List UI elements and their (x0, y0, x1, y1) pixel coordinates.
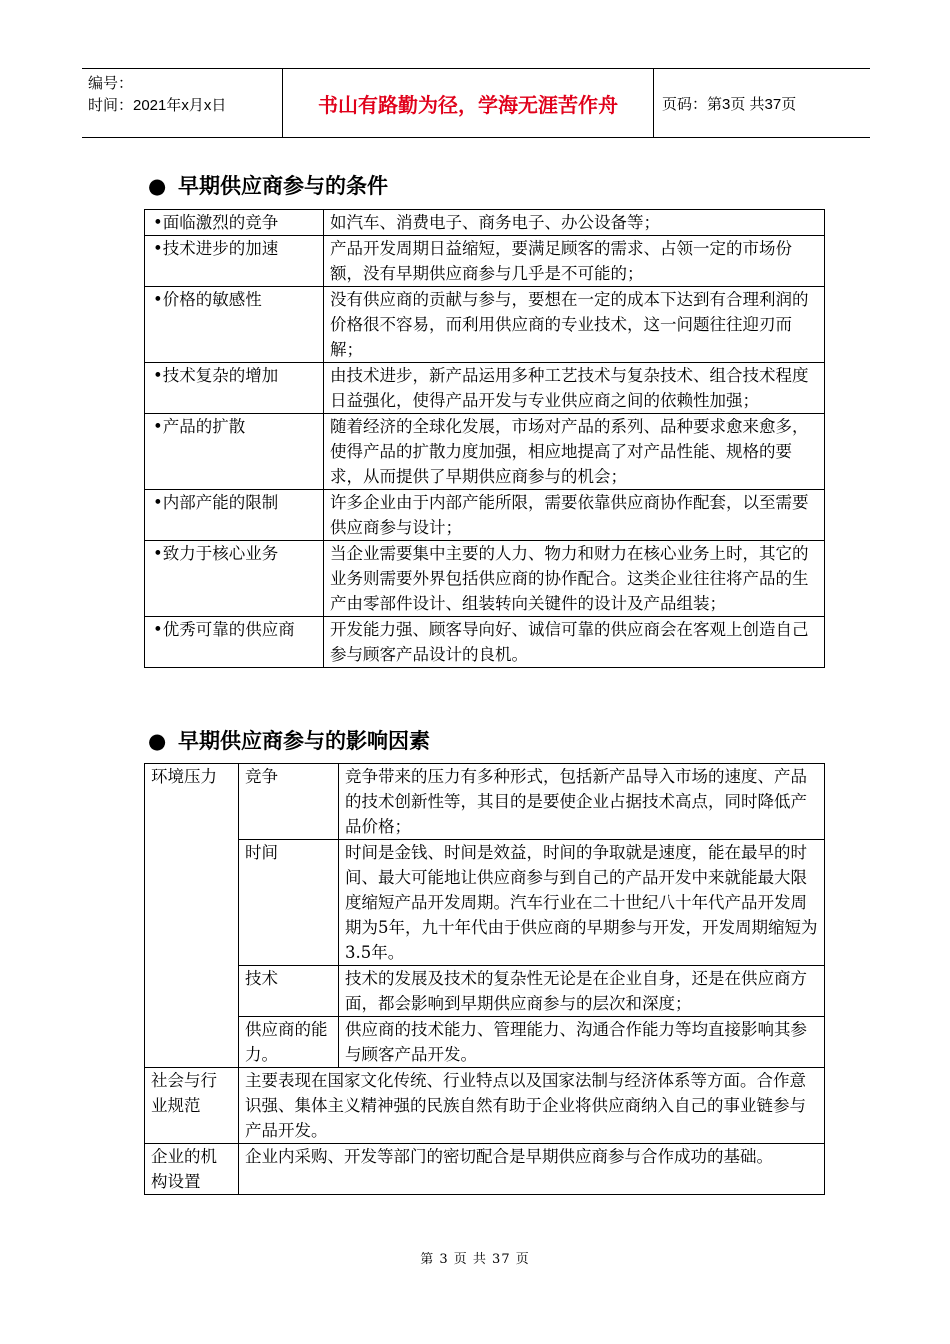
factor-label: 供应商的能力。 (239, 1017, 339, 1068)
factors-table (144, 763, 825, 1195)
page-header (82, 68, 870, 138)
condition-text: 许多企业由于内部产能所限，需要依靠供应商协作配套，以至需要供应商参与设计； (324, 490, 825, 541)
factor-label: 时间 (239, 840, 339, 966)
factor-text: 企业内采购、开发等部门的密切配合是早期供应商参与合作成功的基础。 (239, 1144, 825, 1195)
factor-text: 主要表现在国家文化传统、行业特点以及国家法制与经济体系等方面。合作意识强、集体主义精神强的民族自然有助于企业将供应商纳入自己的事业链参与产品开发。 (239, 1068, 825, 1144)
section-title-text: 早期供应商参与的条件 (178, 174, 388, 198)
factor-text: 技术的发展及技术的复杂性无论是在企业自身，还是在供应商方面，都会影响到早期供应商参与的层次和深度； (339, 966, 825, 1017)
table-row (145, 210, 825, 236)
condition-label: •技术复杂的增加 (145, 363, 324, 414)
section-title-conditions (148, 170, 388, 200)
factor-label: 技术 (239, 966, 339, 1017)
table-row (145, 966, 825, 1017)
condition-text: 开发能力强、顾客导向好、诚信可靠的供应商会在客观上创造自己参与顾客产品设计的良机。 (324, 617, 825, 668)
condition-label: •面临激烈的竞争 (145, 210, 324, 236)
document-date: 时间：2021年x月x日 (88, 97, 227, 114)
table-row (145, 490, 825, 541)
factor-group-label: 企业的机构设置 (145, 1144, 239, 1195)
condition-label: •技术进步的加速 (145, 236, 324, 287)
factor-text: 竞争带来的压力有多种形式，包括新产品导入市场的速度、产品的技术创新性等，其目的是要使企业占据技术高点，同时降低产品价格； (339, 764, 825, 840)
condition-text: 如汽车、消费电子、商务电子、办公设备等； (324, 210, 825, 236)
condition-text: 产品开发周期日益缩短，要满足顾客的需求、占领一定的市场份额，没有早期供应商参与几乎是不可能的； (324, 236, 825, 287)
document-number-label: 编号： (88, 75, 134, 92)
condition-text: 随着经济的全球化发展，市场对产品的系列、品种要求愈来愈多，使得产品的扩散力度加强，相应地提高了对产品性能、规格的要求，从而提供了早期供应商参与的机会； (324, 414, 825, 490)
condition-text: 由技术进步，新产品运用多种工艺技术与复杂技术、组合技术程度日益强化，使得产品开发与专业供应商之间的依赖性加强； (324, 363, 825, 414)
conditions-table (144, 209, 825, 668)
table-row (145, 1144, 825, 1195)
factor-text: 时间是金钱、时间是效益，时间的争取就是速度，能在最早的时间、最大可能地让供应商参与到自己的产品开发中来就能最大限度缩短产品开发周期。汽车行业在二十世纪八十年代产品开发周期为5年，九十年代由于供应商的早期参与开发，开发周期缩短为3.5年。 (339, 840, 825, 966)
bullet-icon: ● (148, 729, 167, 753)
table-row (145, 287, 825, 363)
section-title-factors (148, 725, 430, 755)
condition-label: •优秀可靠的供应商 (145, 617, 324, 668)
table-row (145, 764, 825, 840)
bullet-icon: ● (148, 174, 167, 198)
condition-label: •价格的敏感性 (145, 287, 324, 363)
factor-label: 竞争 (239, 764, 339, 840)
table-row (145, 617, 825, 668)
table-row (145, 1068, 825, 1144)
table-row (145, 840, 825, 966)
condition-text: 没有供应商的贡献与参与，要想在一定的成本下达到有合理利润的价格很不容易，而利用供应商的专业技术，这一问题往往迎刃而解； (324, 287, 825, 363)
condition-label: •致力于核心业务 (145, 541, 324, 617)
table-row (145, 236, 825, 287)
table-row (145, 1017, 825, 1068)
factor-group-label: 社会与行业规范 (145, 1068, 239, 1144)
header-page-info: 页码：第3页 共37页 (662, 96, 797, 113)
section-title-text: 早期供应商参与的影响因素 (178, 729, 430, 753)
condition-label: •产品的扩散 (145, 414, 324, 490)
factor-group-label: 环境压力 (145, 764, 239, 1068)
factor-text: 供应商的技术能力、管理能力、沟通合作能力等均直接影响其参与顾客产品开发。 (339, 1017, 825, 1068)
page-footer: 第 3 页 共 37 页 (420, 1252, 530, 1267)
table-row (145, 414, 825, 490)
table-row (145, 363, 825, 414)
header-motto: 书山有路勤为径，学海无涯苦作舟 (282, 69, 654, 137)
condition-text: 当企业需要集中主要的人力、物力和财力在核心业务上时，其它的业务则需要外界包括供应商的协作配合。这类企业往往将产品的生产由零部件设计、组装转向关键件的设计及产品组装； (324, 541, 825, 617)
header-meta (88, 73, 284, 117)
table-row (145, 541, 825, 617)
condition-label: •内部产能的限制 (145, 490, 324, 541)
